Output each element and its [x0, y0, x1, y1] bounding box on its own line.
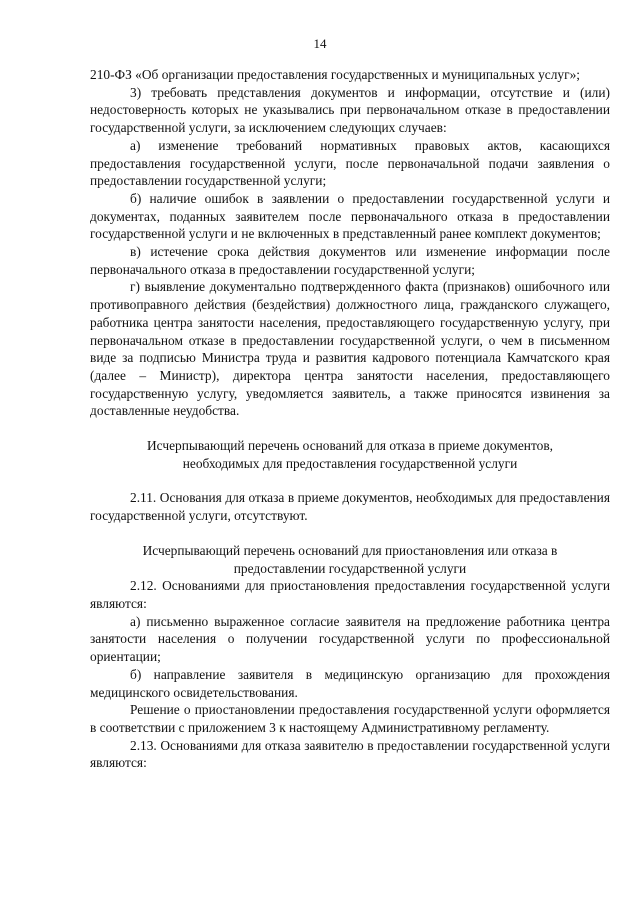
paragraph-2-13: 2.13. Основаниями для отказа заявителю в предоставлении государственной услуги являются:	[90, 737, 610, 771]
paragraph-item-3: 3) требовать представления документов и информации, отсутствие и (или) недостоверность которых не указывались при первоначальном отказе в предоставлении государственной услуги, за исключением следующих случаев:	[90, 84, 610, 136]
paragraph-2-12: 2.12. Основаниями для приостановления предоставления государственной услуги являются:	[90, 578, 610, 611]
document-body	[90, 66, 610, 772]
paragraph-suspension-decision: Решение о приостановлении предоставления государственной услуги оформляется в соответствии с приложением 3 к настоящему Административному регламенту.	[90, 702, 610, 735]
paragraph-2-12-b: б) направление заявителя в медицинскую организацию для прохождения медицинского освидетельствования.	[90, 666, 610, 700]
paragraph-item-a: а) изменение требований нормативных правовых актов, касающихся предоставления государственной услуги, после первоначальной подачи заявления о предоставлении государственной услуги;	[90, 137, 610, 189]
paragraph-2-11: 2.11. Основания для отказа в приеме документов, необходимых для предоставления государственной услуги, отсутствуют.	[90, 490, 610, 524]
paragraph-item-b: б) наличие ошибок в заявлении о предоставлении государственной услуги и документах, поданных заявителем после первоначального отказа в предоставлении государственной услуги и не включенных в представленный ранее комплект документов;	[90, 190, 610, 242]
page-number: 14	[313, 36, 327, 51]
section-heading-suspension: Исчерпывающий перечень оснований для приостановления или отказа в предоставлении государственной услуги	[142, 542, 558, 576]
paragraph-2-12-a: а) письменно выраженное согласие заявителя на предложение работника центра занятости населения о получении государственной услуги по профессиональной ориентации;	[90, 613, 610, 665]
section-heading-refusal-documents: Исчерпывающий перечень оснований для отказа в приеме документов, необходимых для предоставления государственной услуги	[146, 438, 554, 471]
paragraph-item-g: г) выявление документально подтвержденного факта (признаков) ошибочного или противоправного действия (бездействия) должностного лица, гражданского служащего, работника центра занятости населения, предоставляющего государственную услугу, при первоначальном отказе в предоставлении государственной услуги, о чем в письменном виде за подписью Министра труда и развития кадрового потенциала Камчатского края (далее – Министр), директора центра занятости населения, предоставляющего государственную услугу, уведомляется заявитель, а также приносятся извинения за доставленные неудобства.	[90, 279, 610, 419]
paragraph-item-v: в) истечение срока действия документов или изменение информации после первоначального отказа в предоставлении государственной услуги;	[90, 244, 610, 277]
paragraph-law-reference: 210-ФЗ «Об организации предоставления государственных и муниципальных услуг»;	[90, 67, 581, 82]
